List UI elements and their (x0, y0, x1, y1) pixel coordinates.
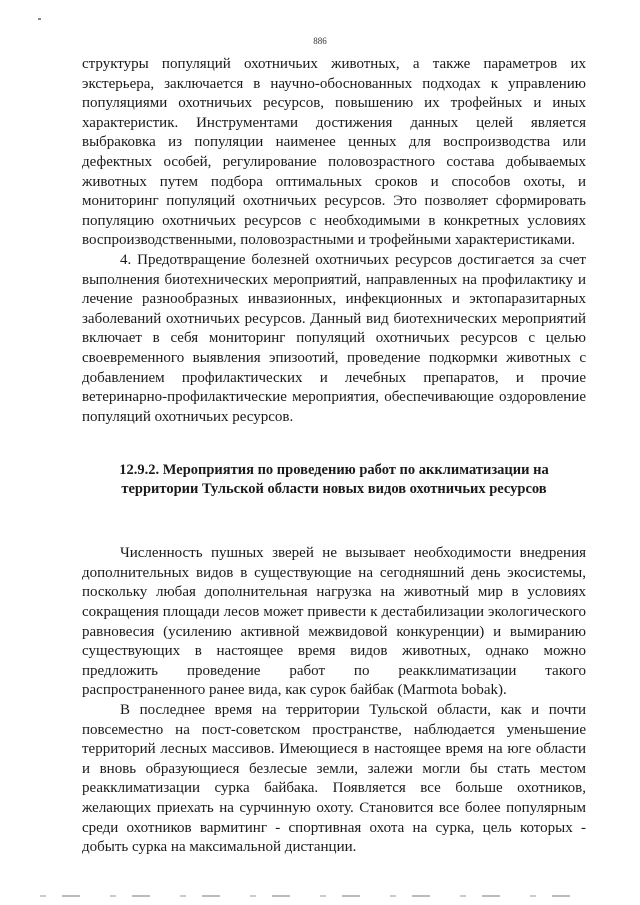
paragraph-recent-times: В последнее время на территории Тульской области, как и почти повсеместно на пост-советском пространстве, наблюдается уменьшение территорий лесных массивов. Имеющиеся в настоящее время на юге области и вновь образующиеся безлесые земли, залежи могли бы стать местом реакклиматизации сурка байбака. Появляется все больше охотников, желающих приехать на сурчинную охоту. Становится все более популярным среди охотников вармитинг - спортивная охота на сурка, цель которых - добыть сурка на максимальной дистанции. (82, 702, 586, 856)
document-body (82, 55, 586, 858)
paragraph-structure-continuation: структуры популяций охотничьих животных, а также параметров их экстерьера, заключается в научно-обоснованных подходах к управлению популяциями охотничьих ресурсов, повышению их трофейных и иных характеристик. Инструментами достижения данных целей является выбраковка из популяции наименее ценных для воспроизводства или дефектных особей, регулирование половозрастного состава добываемых животных путем подбора оптимальных сроков и способов охоты, и мониторинг популяций охотничьих ресурсов. Это позволяет сформировать популяцию охотничьих ресурсов с необходимыми в конкретных условиях воспроизводственными, половозрастными и трофейными характеристиками. (82, 56, 586, 249)
scan-artifact (38, 18, 41, 20)
paragraph-fur-animals: Численность пушных зверей не вызывает необходимости внедрения дополнительных видов в существующие на сегодняшний день экосистемы, поскольку любая дополнительная нагрузка на животный мир в условиях сокращения площади лесов может привести к дестабилизации экологического равновесия (усилению активной межвидовой конкуренции) и вымиранию существующих в настоящее время видов животных, однако можно предложить проведение работ по реакклиматизации такого распространенного ранее вида, как сурок байбак (Marmota bobak). (82, 545, 586, 699)
section-heading (82, 461, 586, 499)
paragraph-disease-prevention: 4. Предотвращение болезней охотничьих ресурсов достигается за счет выполнения биотехнических мероприятий, направленных на профилактику и лечение разнообразных инвазионных, инфекционных и эктопаразитарных заболеваний охотничьих ресурсов. Данный вид биотехнических мероприятий включает в себя мониторинг популяций охотничьих ресурсов с целью своевременного выявления эпизоотий, проведение подкормки животных с добавлением профилактических и лечебных препаратов, и прочие ветеринарно-профилактические мероприятия, обеспечивающие оздоровление популяций охотничьих ресурсов. (82, 251, 586, 425)
scan-bottom-artifact (40, 895, 600, 897)
section-heading-line-2: территории Тульской области новых видов охотничьих ресурсов (121, 481, 547, 498)
section-heading-line-1: 12.9.2. Мероприятия по проведению работ по акклиматизации на (119, 462, 549, 479)
page-number: 886 (313, 36, 327, 46)
